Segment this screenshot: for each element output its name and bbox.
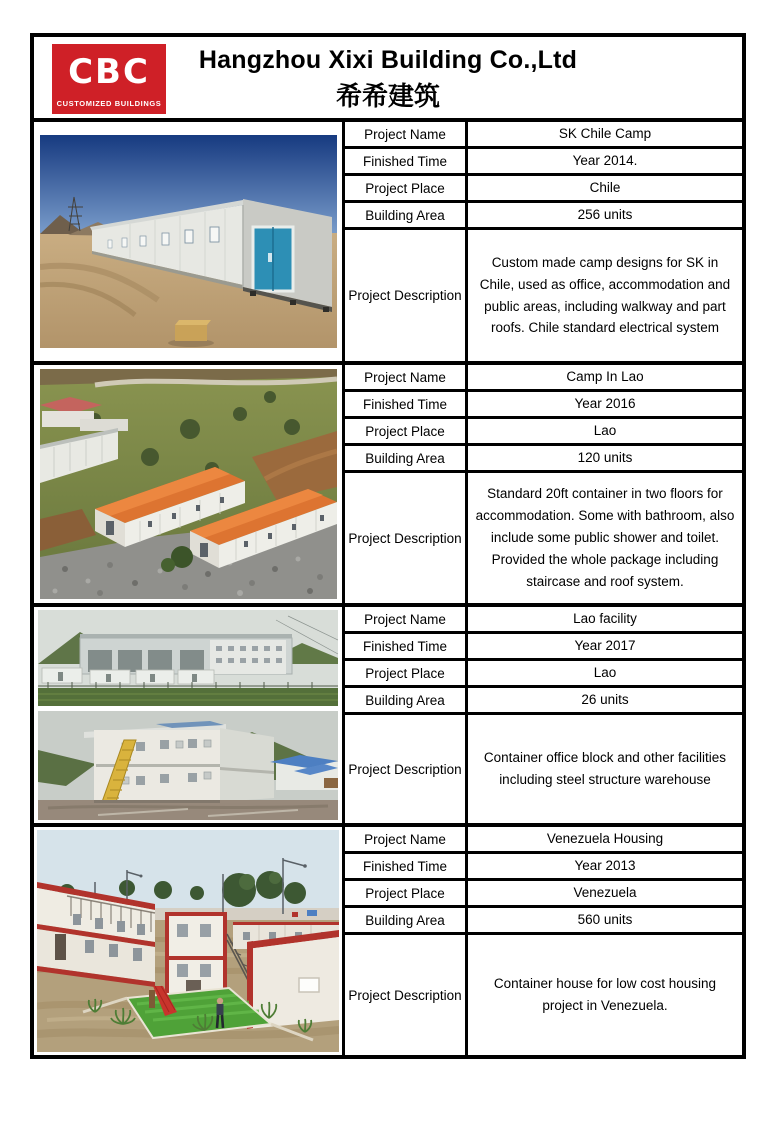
- company-name-en: Hangzhou Xixi Building Co.,Ltd: [198, 46, 578, 74]
- value-project-place: Chile: [589, 180, 621, 196]
- table-row: [345, 827, 742, 854]
- company-name-zh: 希希建筑: [335, 81, 440, 111]
- value-project-place: Venezuela: [573, 885, 637, 901]
- label-building-area: Building Area: [345, 688, 468, 712]
- label-building-area: Building Area: [345, 203, 468, 227]
- project-reference-table: [30, 33, 746, 1059]
- value-finished-time: Year 2016: [574, 396, 636, 412]
- label-building-area: Building Area: [345, 446, 468, 470]
- label-finished-time: Finished Time: [345, 854, 468, 878]
- label-project-description: Project Description: [345, 230, 468, 361]
- value-project-description: Custom made camp designs for SK in Chile, used as office, accommodation and public areas, including walkway and part roofs. Chile standard electrical system: [479, 254, 731, 336]
- table-row: [345, 419, 742, 446]
- value-building-area: 120 units: [577, 450, 633, 466]
- table-row: [345, 365, 742, 392]
- label-finished-time: Finished Time: [345, 392, 468, 416]
- project-photo-lao-facility: [38, 610, 338, 820]
- table-row-description: [345, 935, 742, 1055]
- label-project-name: Project Name: [345, 365, 468, 389]
- table-row: [345, 661, 742, 688]
- project-info: [345, 365, 742, 603]
- value-building-area: 26 units: [581, 692, 629, 708]
- project-section-venezuela-housing: [34, 827, 742, 1055]
- label-project-description: Project Description: [345, 473, 468, 603]
- table-row: [345, 176, 742, 203]
- value-project-description: Container office block and other facilities including steel structure warehouse: [483, 750, 727, 787]
- value-finished-time: Year 2013: [574, 858, 636, 874]
- logo-acronym: CBC: [68, 52, 150, 92]
- label-project-name: Project Name: [345, 827, 468, 851]
- value-project-place: Lao: [593, 665, 617, 681]
- table-row: [345, 881, 742, 908]
- table-row: [345, 634, 742, 661]
- logo-tagline: CUSTOMIZED BUILDINGS: [56, 99, 162, 108]
- project-photo-cell: [34, 365, 345, 603]
- project-photo-cell: [34, 827, 345, 1055]
- table-row: [345, 854, 742, 881]
- value-building-area: 256 units: [577, 207, 633, 223]
- table-row-description: [345, 473, 742, 603]
- label-project-description: Project Description: [345, 715, 468, 823]
- project-section-lao-facility: [34, 607, 742, 827]
- value-finished-time: Year 2017: [574, 638, 636, 654]
- project-info: [345, 827, 742, 1055]
- table-row: [345, 607, 742, 634]
- company-logo: [52, 44, 166, 114]
- project-photo-cell: [34, 607, 345, 823]
- label-project-description: Project Description: [345, 935, 468, 1055]
- label-building-area: Building Area: [345, 908, 468, 932]
- table-row: [345, 908, 742, 935]
- table-row: [345, 149, 742, 176]
- table-row: [345, 446, 742, 473]
- project-photo-cell: [34, 122, 345, 361]
- table-row: [345, 392, 742, 419]
- label-project-place: Project Place: [345, 661, 468, 685]
- value-project-name: Lao facility: [573, 611, 637, 627]
- label-project-name: Project Name: [345, 607, 468, 631]
- label-project-name: Project Name: [345, 122, 468, 146]
- table-row: [345, 122, 742, 149]
- value-project-name: Venezuela Housing: [546, 831, 664, 847]
- project-info: [345, 122, 742, 361]
- project-photo-venezuela-housing: [37, 830, 339, 1052]
- value-project-description: Standard 20ft container in two floors for accommodation. Some with bathroom, also include some public shower and toilet. Provided the whole package including staircase and roof system.: [475, 486, 735, 589]
- label-project-place: Project Place: [345, 419, 468, 443]
- value-building-area: 560 units: [577, 912, 633, 928]
- table-row: [345, 203, 742, 230]
- project-info: [345, 607, 742, 823]
- table-row: [345, 688, 742, 715]
- table-row-description: [345, 230, 742, 361]
- label-finished-time: Finished Time: [345, 149, 468, 173]
- label-project-place: Project Place: [345, 881, 468, 905]
- project-photo-lao-camp: [40, 369, 337, 599]
- value-project-name: SK Chile Camp: [558, 126, 652, 142]
- label-project-place: Project Place: [345, 176, 468, 200]
- project-section-sk-chile-camp: [34, 122, 742, 365]
- table-row-description: [345, 715, 742, 823]
- label-finished-time: Finished Time: [345, 634, 468, 658]
- document-header: [34, 37, 742, 122]
- value-project-description: Container house for low cost housing project in Venezuela.: [493, 976, 717, 1013]
- project-photo-chile-camp: [40, 135, 337, 348]
- value-finished-time: Year 2014.: [572, 153, 638, 169]
- project-section-camp-in-lao: [34, 365, 742, 607]
- value-project-name: Camp In Lao: [566, 369, 644, 385]
- value-project-place: Lao: [593, 423, 617, 439]
